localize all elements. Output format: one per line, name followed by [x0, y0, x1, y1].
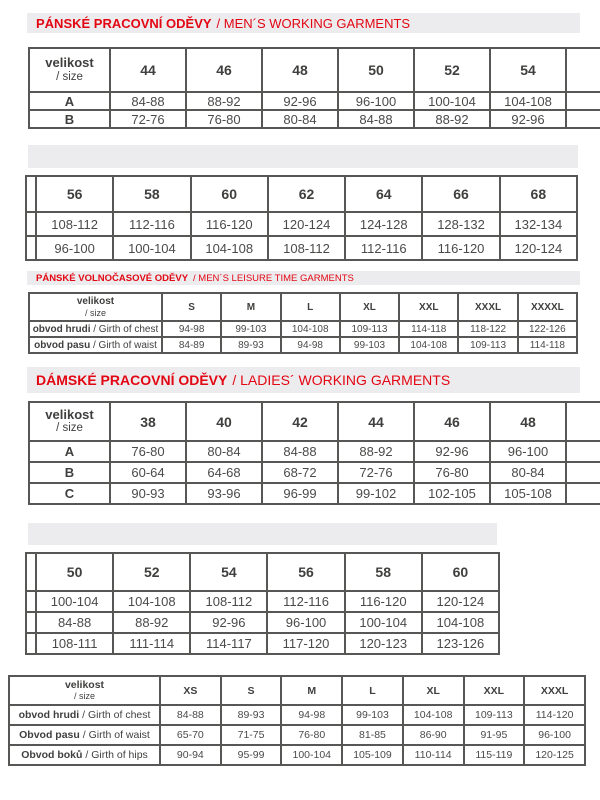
value-cell: 95-99: [221, 745, 282, 765]
row-label-english: / Girth of waist: [82, 729, 150, 741]
value-cell: 111-114: [113, 633, 190, 654]
value-cell: 100-104: [414, 92, 490, 110]
value-cell: 110-114: [403, 745, 464, 765]
corner-header-velikost-size: [29, 293, 162, 321]
size-header-cell: M: [221, 293, 280, 321]
measurement-row: [29, 337, 577, 353]
clipped-column-stub: [26, 612, 36, 633]
corner-label-english: / size: [56, 422, 83, 435]
value-cell: 108-112: [268, 236, 345, 260]
size-header-cell: XXXXL: [518, 293, 577, 321]
value-cell: 108-112: [36, 212, 113, 236]
separator-band: [28, 523, 497, 545]
value-cell: 76-80: [281, 725, 342, 745]
corner-label-czech: velikost: [64, 678, 105, 691]
value-cell: 104-108: [281, 321, 340, 337]
corner-header-velikost-size: [29, 402, 110, 441]
value-cell: 68-72: [262, 462, 338, 483]
value-cell: 114-120: [524, 705, 585, 725]
size-header-cell: 56: [267, 553, 344, 591]
value-cell: 88-92: [338, 441, 414, 462]
value-cell: 84-88: [36, 612, 113, 633]
size-header-cell: L: [342, 676, 403, 705]
clipped-column-stub: [26, 553, 36, 591]
clipped-column-stub: [26, 176, 36, 212]
mens-working-table-sizes-44-54: [28, 47, 600, 129]
corner-label-english: / size: [73, 691, 95, 702]
value-cell: 132-134: [500, 212, 577, 236]
row-label-english: / Girth of waist: [93, 339, 157, 351]
value-cell: 120-124: [500, 236, 577, 260]
clipped-column-stub: [26, 236, 36, 260]
measurement-row: [29, 110, 600, 128]
size-header-cell: 62: [268, 176, 345, 212]
size-header-cell: 52: [414, 48, 490, 92]
row-label-cell: B: [29, 110, 110, 128]
clipped-column-stub: [26, 633, 36, 654]
value-cell: 72-76: [338, 462, 414, 483]
clipped-column-stub: [566, 48, 600, 92]
size-header-cell: XXL: [399, 293, 458, 321]
size-header-cell: M: [281, 676, 342, 705]
measurement-row: [26, 633, 499, 654]
corner-label-english: / size: [56, 70, 83, 83]
value-cell: 102-105: [414, 483, 490, 504]
section-title-mens-working: [27, 13, 580, 33]
section-title-english: / LADIES´ WORKING GARMENTS: [232, 372, 451, 388]
value-cell: 105-109: [342, 745, 403, 765]
size-header-cell: 46: [186, 48, 262, 92]
measurement-row: [9, 745, 585, 765]
measurement-row: [29, 462, 600, 483]
measurement-row: [26, 212, 577, 236]
value-cell: 112-116: [345, 236, 422, 260]
value-cell: 76-80: [110, 441, 186, 462]
clipped-column-stub: [566, 402, 600, 441]
size-header-cell: 56: [36, 176, 113, 212]
value-cell: 93-96: [186, 483, 262, 504]
value-cell: 116-120: [345, 591, 422, 612]
value-cell: 71-75: [221, 725, 282, 745]
value-cell: 104-108: [191, 236, 268, 260]
value-cell: 104-108: [403, 705, 464, 725]
corner-label-english: / size: [84, 307, 106, 318]
size-header-cell: 50: [338, 48, 414, 92]
value-cell: 105-108: [490, 483, 566, 504]
clipped-column-stub: [566, 462, 600, 483]
row-label-english: / Girth of chest: [93, 323, 159, 335]
value-cell: 120-123: [345, 633, 422, 654]
value-cell: 94-98: [281, 705, 342, 725]
value-cell: 92-96: [262, 92, 338, 110]
size-header-cell: 40: [186, 402, 262, 441]
value-cell: 128-132: [422, 212, 499, 236]
corner-header-velikost-size: [29, 48, 110, 92]
ladies-working-table-sizes-50-60: [25, 552, 500, 655]
value-cell: 115-119: [464, 745, 525, 765]
section-title-czech: PÁNSKÉ PRACOVNÍ ODĚVY: [36, 15, 212, 31]
value-cell: 92-96: [414, 441, 490, 462]
size-header-cell: XL: [340, 293, 399, 321]
value-cell: 99-103: [221, 321, 280, 337]
size-header-cell: XXL: [464, 676, 525, 705]
value-cell: 118-122: [458, 321, 517, 337]
row-label-cell: [9, 725, 160, 745]
measurement-row: [29, 321, 577, 337]
value-cell: 120-124: [422, 591, 499, 612]
section-title-mens-leisure: [27, 271, 580, 285]
size-header-cell: 44: [338, 402, 414, 441]
value-cell: 112-116: [267, 591, 344, 612]
size-header-cell: 46: [414, 402, 490, 441]
value-cell: 91-95: [464, 725, 525, 745]
value-cell: 104-108: [422, 612, 499, 633]
size-header-cell: 66: [422, 176, 499, 212]
section-title-english: / MEN´S WORKING GARMENTS: [216, 15, 411, 31]
measurement-row: [29, 441, 600, 462]
value-cell: 80-84: [186, 441, 262, 462]
value-cell: 120-124: [268, 212, 345, 236]
size-header-cell: 44: [110, 48, 186, 92]
measurement-row: [26, 591, 499, 612]
value-cell: 114-118: [399, 321, 458, 337]
row-label-cell: A: [29, 92, 110, 110]
corner-label-czech: velikost: [45, 406, 94, 422]
size-header-cell: L: [281, 293, 340, 321]
ladies-measurements-table: [8, 675, 586, 766]
value-cell: 123-126: [422, 633, 499, 654]
clipped-column-stub: [566, 92, 600, 110]
value-cell: 116-120: [191, 212, 268, 236]
value-cell: 100-104: [36, 591, 113, 612]
value-cell: 89-93: [221, 705, 282, 725]
clipped-column-stub: [26, 212, 36, 236]
value-cell: 96-100: [36, 236, 113, 260]
clipped-column-stub: [566, 483, 600, 504]
corner-header-velikost-size: [9, 676, 160, 705]
value-cell: 104-108: [490, 92, 566, 110]
row-label-cell: [9, 745, 160, 765]
size-header-cell: 68: [500, 176, 577, 212]
value-cell: 84-88: [160, 705, 221, 725]
value-cell: 80-84: [490, 462, 566, 483]
value-cell: 88-92: [186, 92, 262, 110]
value-cell: 100-104: [345, 612, 422, 633]
value-cell: 81-85: [342, 725, 403, 745]
row-label-english: / Girth of chest: [82, 709, 151, 721]
value-cell: 88-92: [414, 110, 490, 128]
row-label-czech: obvod hrudi: [18, 709, 83, 721]
value-cell: 112-116: [113, 212, 190, 236]
value-cell: 96-99: [262, 483, 338, 504]
value-cell: 76-80: [186, 110, 262, 128]
size-header-cell: 50: [36, 553, 113, 591]
value-cell: 124-128: [345, 212, 422, 236]
section-title-czech: DÁMSKÉ PRACOVNÍ ODĚVY: [36, 372, 228, 388]
section-title-czech: PÁNSKÉ VOLNOČASOVÉ ODĚVY: [36, 272, 189, 284]
size-header-cell: 42: [262, 402, 338, 441]
value-cell: 99-103: [340, 337, 399, 353]
mens-leisure-table: [28, 292, 578, 354]
size-header-cell: XXXL: [524, 676, 585, 705]
measurement-row: [29, 92, 600, 110]
separator-band: [28, 145, 578, 168]
value-cell: 99-102: [338, 483, 414, 504]
mens-working-table-sizes-56-68: [25, 175, 578, 261]
row-label-czech: obvod hrudi: [32, 323, 94, 335]
row-label-cell: A: [29, 441, 110, 462]
value-cell: 92-96: [190, 612, 267, 633]
size-header-cell: 54: [190, 553, 267, 591]
value-cell: 100-104: [281, 745, 342, 765]
value-cell: 94-98: [281, 337, 340, 353]
clipped-column-stub: [26, 591, 36, 612]
value-cell: 96-100: [338, 92, 414, 110]
clipped-column-stub: [566, 441, 600, 462]
value-cell: 108-111: [36, 633, 113, 654]
size-header-cell: 58: [113, 176, 190, 212]
ladies-working-table-sizes-38-48: [28, 401, 600, 505]
value-cell: 89-93: [221, 337, 280, 353]
size-header-cell: S: [162, 293, 221, 321]
measurement-row: [26, 612, 499, 633]
measurement-row: [9, 705, 585, 725]
value-cell: 109-113: [340, 321, 399, 337]
value-cell: 96-100: [524, 725, 585, 745]
value-cell: 90-93: [110, 483, 186, 504]
value-cell: 84-88: [110, 92, 186, 110]
corner-label-czech: velikost: [45, 55, 94, 71]
row-label-cell: [29, 337, 162, 353]
value-cell: 96-100: [490, 441, 566, 462]
value-cell: 109-113: [458, 337, 517, 353]
size-header-cell: 48: [490, 402, 566, 441]
value-cell: 116-120: [422, 236, 499, 260]
size-header-cell: S: [221, 676, 282, 705]
measurement-row: [9, 725, 585, 745]
value-cell: 108-112: [190, 591, 267, 612]
value-cell: 100-104: [113, 236, 190, 260]
value-cell: 109-113: [464, 705, 525, 725]
row-label-cell: [29, 321, 162, 337]
size-header-cell: 54: [490, 48, 566, 92]
value-cell: 65-70: [160, 725, 221, 745]
size-header-cell: XS: [160, 676, 221, 705]
size-header-cell: 52: [113, 553, 190, 591]
corner-label-czech: velikost: [76, 295, 115, 307]
value-cell: 64-68: [186, 462, 262, 483]
row-label-english: / Girth of hips: [85, 749, 148, 761]
value-cell: 99-103: [342, 705, 403, 725]
size-header-cell: 58: [345, 553, 422, 591]
size-header-cell: 60: [422, 553, 499, 591]
measurement-row: [29, 483, 600, 504]
value-cell: 60-64: [110, 462, 186, 483]
value-cell: 80-84: [262, 110, 338, 128]
value-cell: 96-100: [267, 612, 344, 633]
section-title-ladies-working: [27, 367, 580, 393]
value-cell: 114-117: [190, 633, 267, 654]
size-header-cell: 64: [345, 176, 422, 212]
value-cell: 120-125: [524, 745, 585, 765]
value-cell: 104-108: [399, 337, 458, 353]
measurement-row: [26, 236, 577, 260]
size-header-cell: 60: [191, 176, 268, 212]
row-label-cell: C: [29, 483, 110, 504]
row-label-cell: B: [29, 462, 110, 483]
value-cell: 76-80: [414, 462, 490, 483]
row-label-czech: Obvod boků: [21, 749, 86, 761]
value-cell: 84-88: [338, 110, 414, 128]
value-cell: 122-126: [518, 321, 577, 337]
row-label-czech: Obvod pasu: [19, 729, 83, 741]
value-cell: 90-94: [160, 745, 221, 765]
value-cell: 88-92: [113, 612, 190, 633]
size-header-cell: XL: [403, 676, 464, 705]
value-cell: 117-120: [267, 633, 344, 654]
value-cell: 114-118: [518, 337, 577, 353]
clipped-column-stub: [566, 110, 600, 128]
value-cell: 84-88: [262, 441, 338, 462]
size-header-cell: 48: [262, 48, 338, 92]
row-label-czech: obvod pasu: [34, 339, 93, 351]
value-cell: 72-76: [110, 110, 186, 128]
size-header-cell: XXXL: [458, 293, 517, 321]
value-cell: 104-108: [113, 591, 190, 612]
size-header-cell: 38: [110, 402, 186, 441]
section-title-english: / MEN´S LEISURE TIME GARMENTS: [193, 272, 354, 284]
value-cell: 92-96: [490, 110, 566, 128]
value-cell: 84-89: [162, 337, 221, 353]
value-cell: 86-90: [403, 725, 464, 745]
row-label-cell: [9, 705, 160, 725]
value-cell: 94-98: [162, 321, 221, 337]
